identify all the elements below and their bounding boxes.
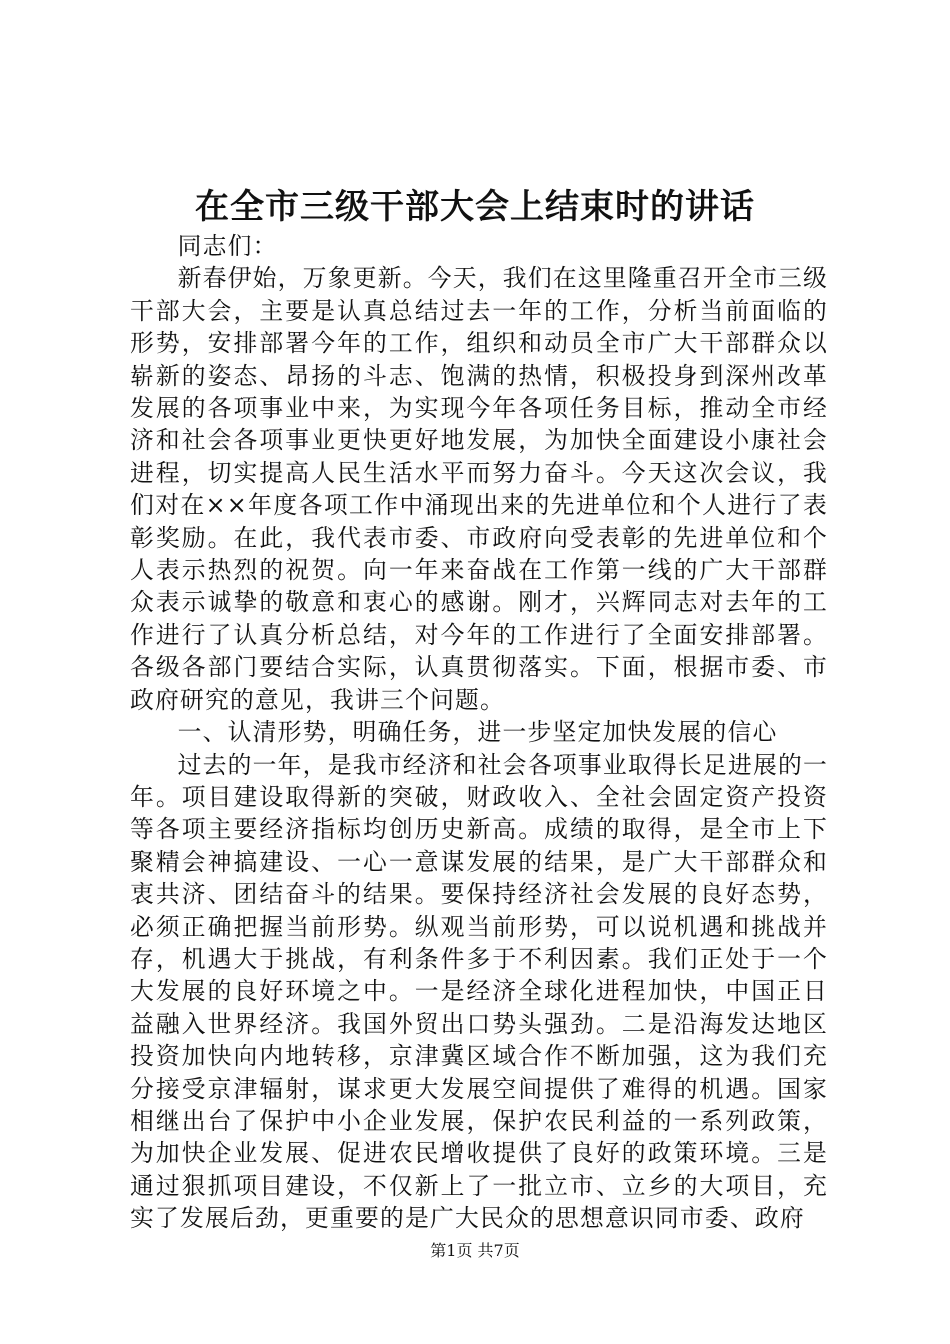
opening-paragraph: 新春伊始，万象更新。今天，我们在这里隆重召开全市三级干部大会，主要是认真总结过去一年的工作，分析当前面临的形势，安排部署今年的工作，组织和动员全市广大干部群众以崭新的姿态、昂扬的斗志、饱满的热情，积极投身到深州改革发展的各项事业中来，为实现今年各项任务目标，推动全市经济和社会各项事业更快更好地发展，为加快全面建设小康社会进程，切实提高人民生活水平而努力奋斗。今天这次会议，我们对在××年度各项工作中涌现出来的先进单位和个人进行了表彰奖励。在此，我代表市委、市政府向受表彰的先进单位和个人表示热烈的祝贺。向一年来奋战在工作第一线的广大干部群众表示诚挚的敬意和衷心的感谢。刚才，兴辉同志对去年的工作进行了认真分析总结，对今年的工作进行了全面安排部署。各级各部门要结合实际，认真贯彻落实。下面，根据市委、市政府研究的意见，我讲三个问题。 <box>130 264 828 714</box>
page-footer: 第1页 共7页 <box>430 1241 520 1260</box>
section-heading: 一、认清形势，明确任务，进一步坚定加快发展的信心 <box>177 718 778 747</box>
document-body <box>130 230 828 1235</box>
section-paragraph: 过去的一年，是我市经济和社会各项事业取得长足进展的一年。项目建设取得新的突破，财政收入、全社会固定资产投资等各项主要经济指标均创历史新高。成绩的取得，是全市上下聚精会神搞建设、一心一意谋发展的结果，是广大干部群众和衷共济、团结奋斗的结果。要保持经济社会发展的良好态势，必须正确把握当前形势。纵观当前形势，可以说机遇和挑战并存，机遇大于挑战，有利条件多于不利因素。我们正处于一个大发展的良好环境之中。一是经济全球化进程加快，中国正日益融入世界经济。我国外贸出口势头强劲。二是沿海发达地区投资加快向内地转移，京津冀区域合作不断加强，这为我们充分接受京津辐射，谋求更大发展空间提供了难得的机遇。国家相继出台了保护中小企业发展，保护农民利益的一系列政策，为加快企业发展、促进农民增收提供了良好的政策环境。三是通过狠抓项目建设，不仅新上了一批立市、立乡的大项目，充实了发展后劲，更重要的是广大民众的思想意识同市委、政府 <box>130 750 828 1233</box>
document-title: 在全市三级干部大会上结束时的讲话 <box>195 187 755 227</box>
salutation-paragraph: 同志们： <box>177 232 278 260</box>
